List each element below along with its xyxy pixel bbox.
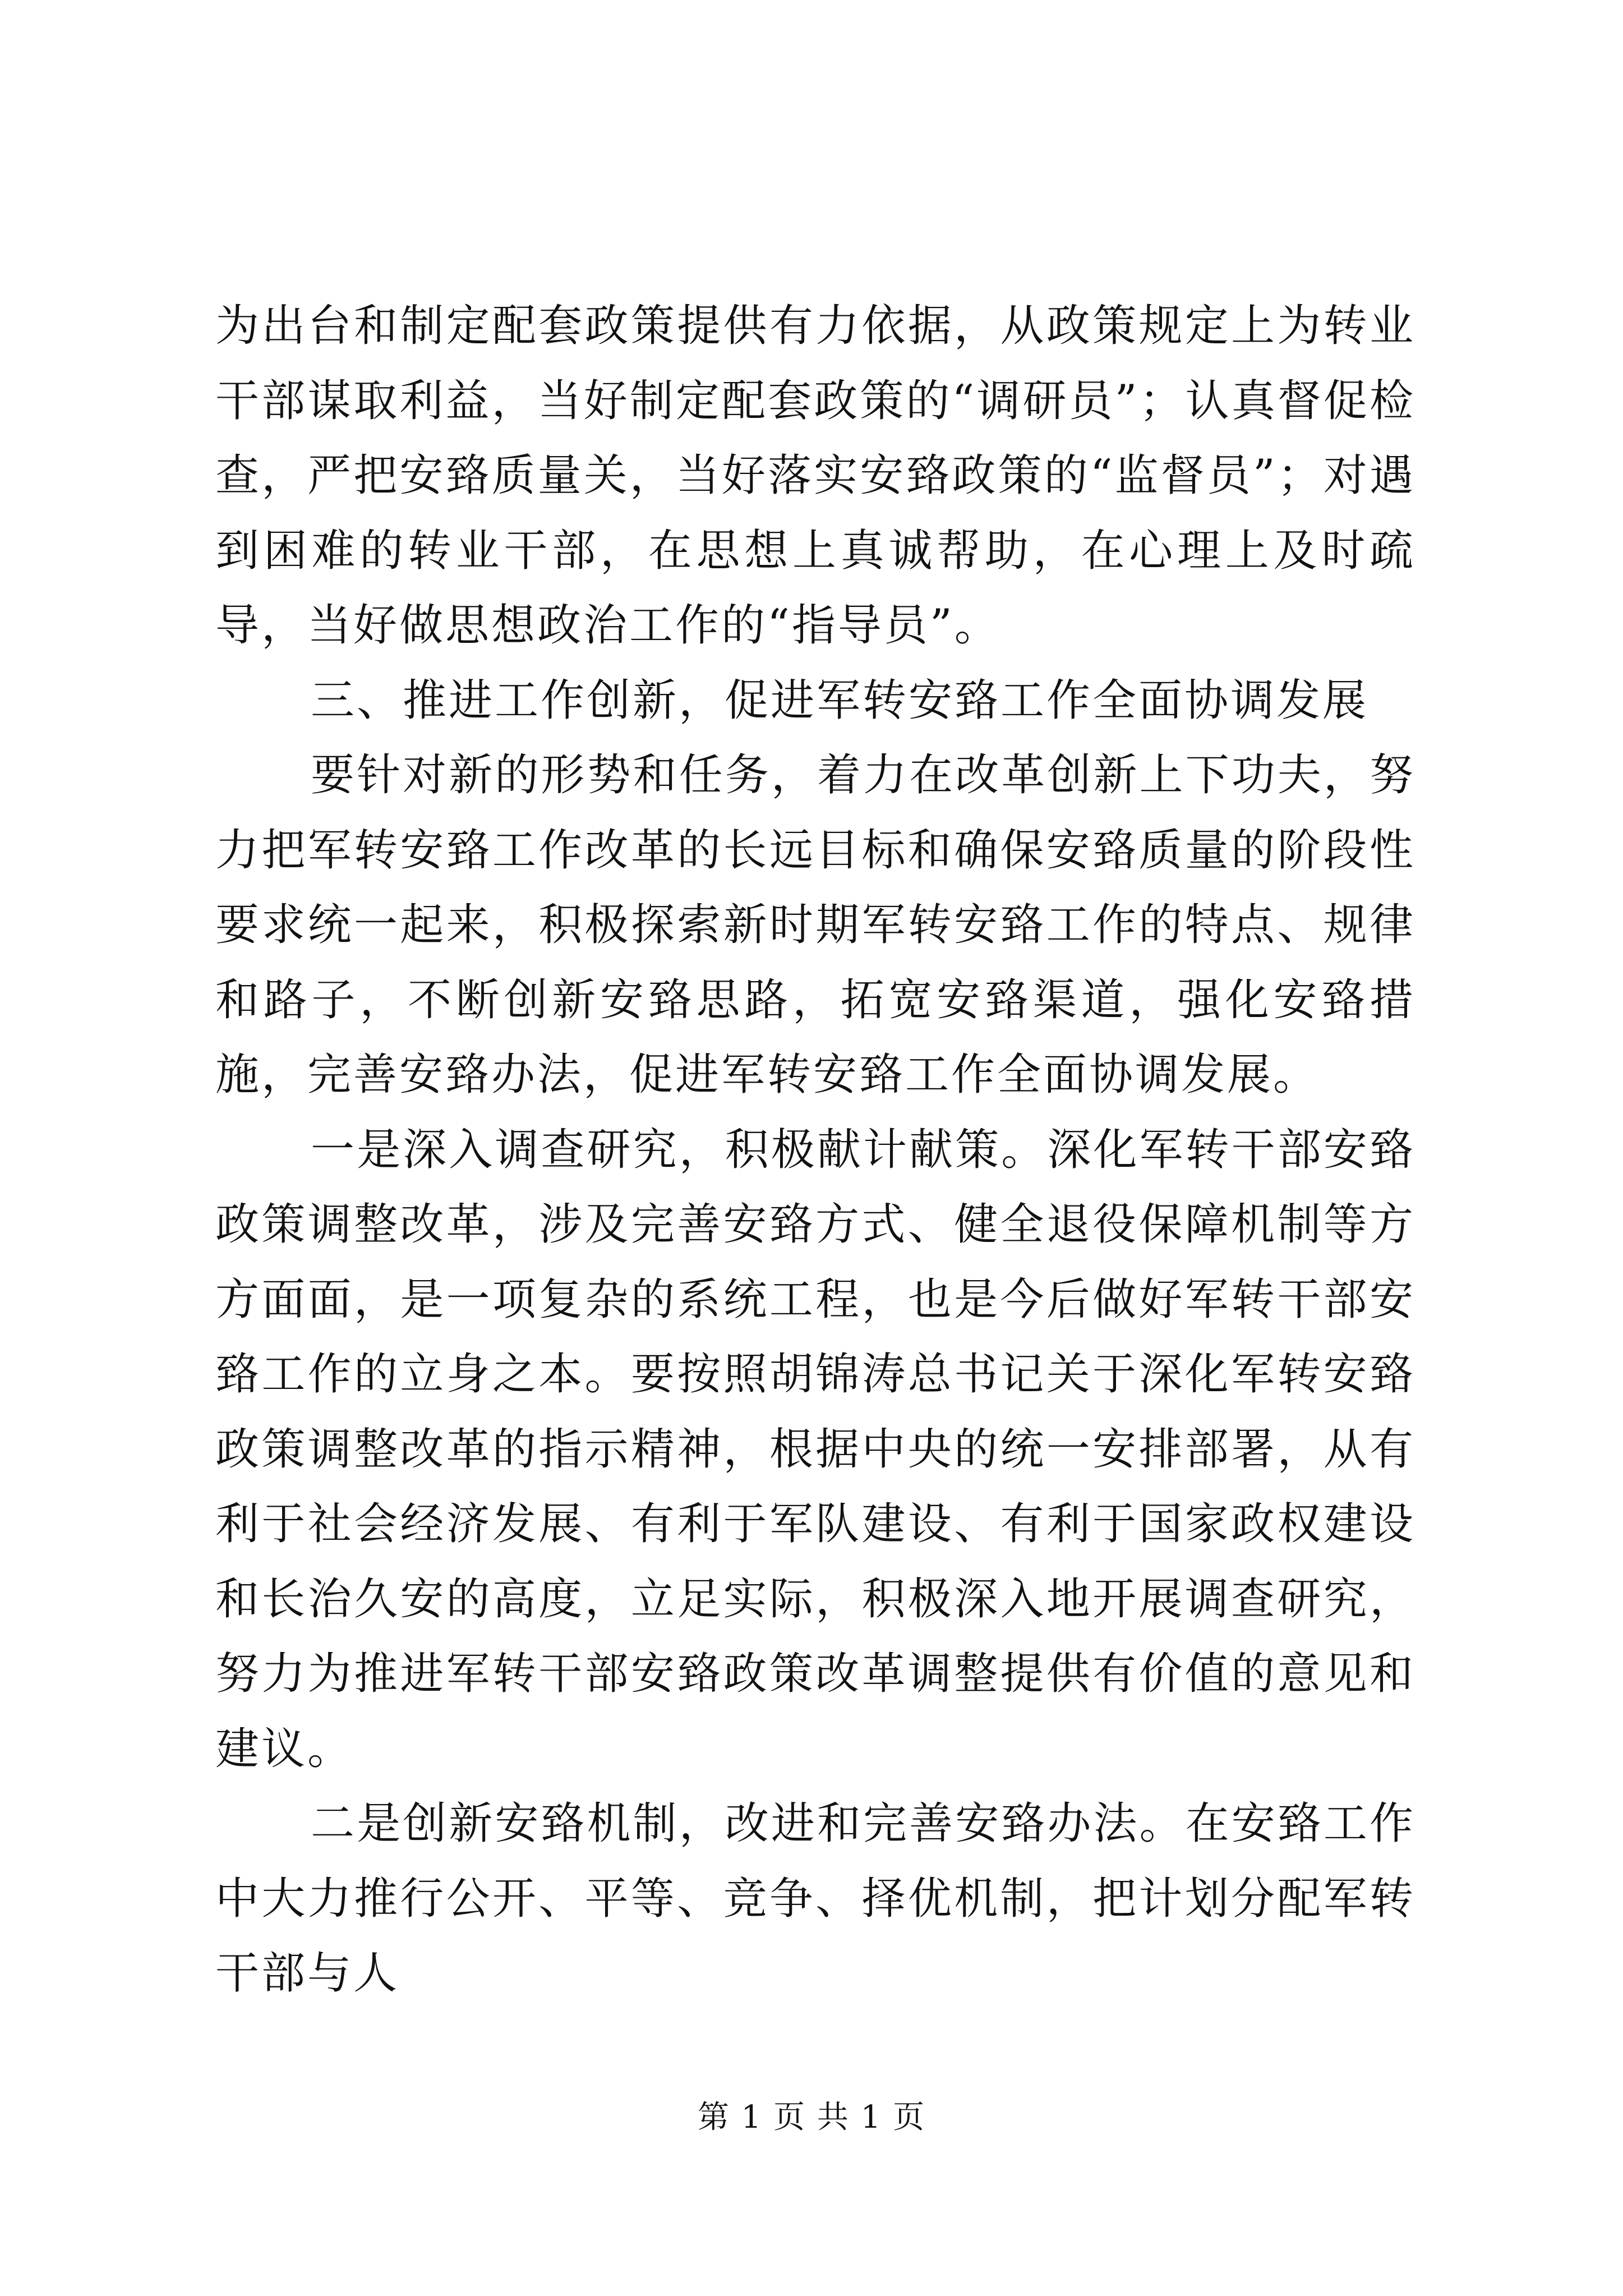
paragraph-point-one: 一是深入调查研究，积极献计献策。深化军转干部安臵政策调整改革，涉及完善安臵方式、健全退役保障机制等方方面面，是一项复杂的系统工程，也是今后做好军转干部安臵工作的立身之本。要按照胡锦涛总书记关于深化军转安臵政策调整改革的指示精神，根据中央的统一安排部署，从有利于社会经济发展、有利于军队建设、有利于国家政权建设和长治久安的高度，立足实际，积极深入地开展调查研究，努力为推进军转干部安臵政策改革调整提供有价值的意见和建议。: [215, 1124, 1415, 1774]
paragraph-intro: 要针对新的形势和任务，着力在改革创新上下功夫，努力把军转安臵工作改革的长远目标和确保安臵质量的阶段性要求统一起来，积极探索新时期军转安臵工作的特点、规律和路子，不断创新安臵思路，拓宽安臵渠道，强化安臵措施，完善安臵办法，促进军转安臵工作全面协调发展。: [215, 750, 1415, 1100]
paragraph-continuation: 为出台和制定配套政策提供有力依据，从政策规定上为转业干部谋取利益，当好制定配套政策的“调研员”；认真督促检查，严把安臵质量关，当好落实安臵政策的“监督员”；对遇到困难的转业干部，在思想上真诚帮助，在心理上及时疏导，当好做思想政治工作的“指导员”。: [215, 301, 1415, 651]
page-number-footer: 第 1 页 共 1 页: [697, 2099, 926, 2136]
document-body: [215, 289, 1415, 2012]
section-heading: 三、推进工作创新，促进军转安臵工作全面协调发展: [311, 675, 1369, 726]
paragraph-point-two: 二是创新安臵机制，改进和完善安臵办法。在安臵工作中大力推行公开、平等、竞争、择优机制，把计划分配军转干部与人: [215, 1798, 1415, 1999]
